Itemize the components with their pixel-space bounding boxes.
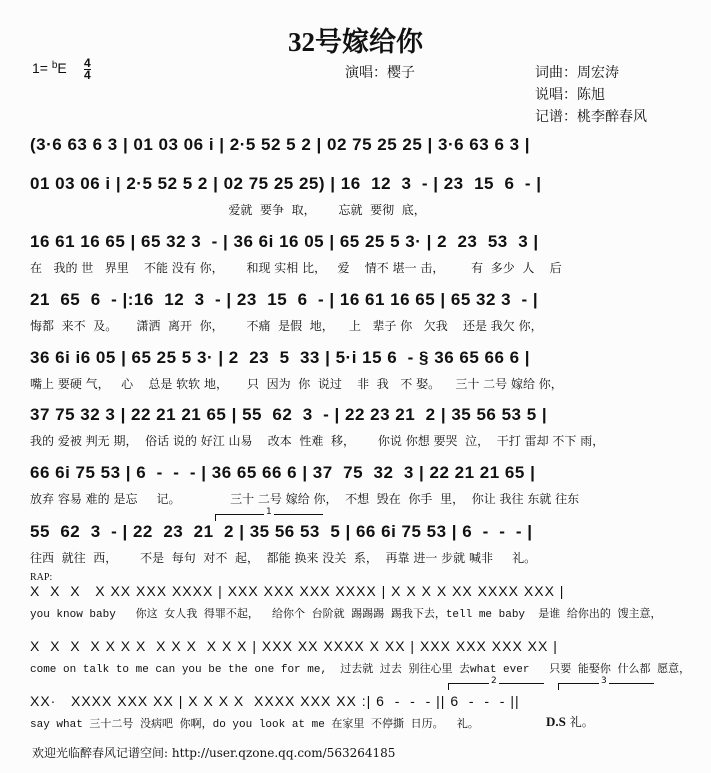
- score-line-3: [30, 232, 680, 275]
- score-line-6: [30, 405, 680, 448]
- footer-link-text: 欢迎光临醉春风记谱空间: http://user.qzone.qq.com/563264185: [32, 746, 396, 760]
- notes: (3·6 63 6 3 | 01 03 06 i | 2·5 52 5 2 | 02 75 25 25 | 3·6 63 6 3 |: [30, 135, 531, 154]
- rap-label: RAP:: [30, 572, 53, 583]
- time-sig-bottom: 4: [84, 68, 91, 82]
- ds-lyric: 礼。: [569, 715, 594, 729]
- lyrics: come on talk to me can you be the one for me, 过去就 过去 别往心里 去what ever 只要 能娶你 什么都 愿意，: [30, 664, 691, 676]
- score-line-2: [30, 174, 680, 217]
- lyrics: 悔都 来不 及。 潇洒 离开 你， 不痛 是假 地， 上 辈子 你 欠我 还是 我欠 你，: [30, 319, 543, 333]
- score-line-4: [30, 290, 680, 333]
- song-title: 32号嫁给你: [288, 27, 423, 57]
- notes: 01 03 06 i | 2·5 52 5 2 | 02 75 25 25) | 16 12 3 - | 23 15 6 - |: [30, 174, 542, 193]
- notes: 37 75 32 3 | 22 21 21 65 | 55 62 3 - | 22 23 21 2 | 35 56 53 5 |: [30, 405, 548, 424]
- lyricist-composer-credit: 词曲：周宏涛: [535, 65, 619, 81]
- rap-line-2: [30, 638, 691, 676]
- rhythm-notes: XX· XXXX XXX XX | X X X X XXXX XXX XX :| 6 - - - || 6 - - - ||: [30, 693, 520, 709]
- lyrics: 往西 就往 西， 不是 每句 对不 起， 都能 换来 没关 系， 再靠 进一 步就 喊非 礼。: [30, 551, 537, 565]
- transcriber-credit: 记谱：桃李醉春风: [535, 109, 647, 125]
- lyrics: you know baby 你这 女人我 得罪不起， 给你个 台阶就 踢踢踢 踢我下去，tell me baby 是谁 给你出的 馊主意，: [30, 609, 662, 621]
- rap-line-3: [30, 676, 680, 731]
- volta-bracket-2: 2: [448, 683, 544, 690]
- score-line-7: [30, 463, 680, 506]
- key-prefix: 1=: [32, 60, 48, 76]
- lyrics: 嘴上 要硬 气， 心 总是 软软 地， 只 因为 你 说过 非 我 不 娶。 三十 二号 嫁给 你，: [30, 377, 563, 391]
- ds-marking: [546, 713, 594, 730]
- volta-bracket-1: 1: [215, 514, 323, 521]
- notes: 16 61 16 65 | 65 32 3 - | 36 6i 16 05 | 65 25 5 3· | 2 23 53 3 |: [30, 232, 539, 251]
- rhythm-notes: X X X X XX XXX XXXX | XXX XXX XXX XXXX | X X X X XX XXXX XXX |: [30, 583, 565, 599]
- volta-bracket-3: 3: [558, 683, 654, 690]
- notes: 55 62 3 - | 22 23 21 2 | 35 56 53 5 | 66 6i 75 53 | 6 - - - |: [30, 522, 533, 541]
- flat-symbol: b: [51, 60, 58, 71]
- singer-credit: 演唱：樱子: [345, 65, 415, 81]
- score-line-8: [30, 507, 680, 565]
- score-line-5: [30, 348, 680, 391]
- time-signature: [84, 58, 91, 81]
- score-line-1: [30, 135, 680, 161]
- notes: 21 65 6 - |:16 12 3 - | 23 15 6 - | 16 61 16 65 | 65 32 3 - |: [30, 290, 539, 309]
- time-sig-top: 4: [84, 56, 91, 70]
- lyrics: 在 我的 世 界里 不能 没有 你， 和现 实相 比， 爱 情不 堪一 击， 有 多少 人 后: [30, 261, 562, 275]
- lyrics: 放弃 容易 难的 是忘 记。 三十 二号 嫁给 你， 不想 毁在 你手 里， 你让 我往 东就 往东: [30, 492, 580, 506]
- notes: 36 6i i6 05 | 65 25 5 3· | 2 23 5 33 | 5·i 15 6 - § 36 65 66 6 |: [30, 348, 531, 367]
- lyrics: say what 三十二号 没病吧 你啊，do you look at me 在家里 不停撕 日历。 礼。: [30, 719, 532, 731]
- lyrics: 爱就 要争 取， 忘就 要彻 底，: [30, 203, 426, 217]
- ds-label: D.S: [546, 714, 566, 729]
- key-note: E: [57, 60, 67, 76]
- lyrics: 我的 爱被 判无 期， 俗话 说的 好江 山易 改本 性难 移， 你说 你想 要哭 泣， 干打 雷却 不下 雨，: [30, 434, 605, 448]
- key-signature: [32, 60, 67, 76]
- notes: 66 6i 75 53 | 6 - - - | 36 65 66 6 | 37 75 32 3 | 22 21 21 65 |: [30, 463, 536, 482]
- rap-line-1: [30, 583, 680, 621]
- rap-credit: 说唱：陈旭: [535, 87, 605, 103]
- rhythm-notes: X X X X X X X X X X X X X | XXX XX XXXX X XX | XXX XXX XXX XX |: [30, 638, 558, 654]
